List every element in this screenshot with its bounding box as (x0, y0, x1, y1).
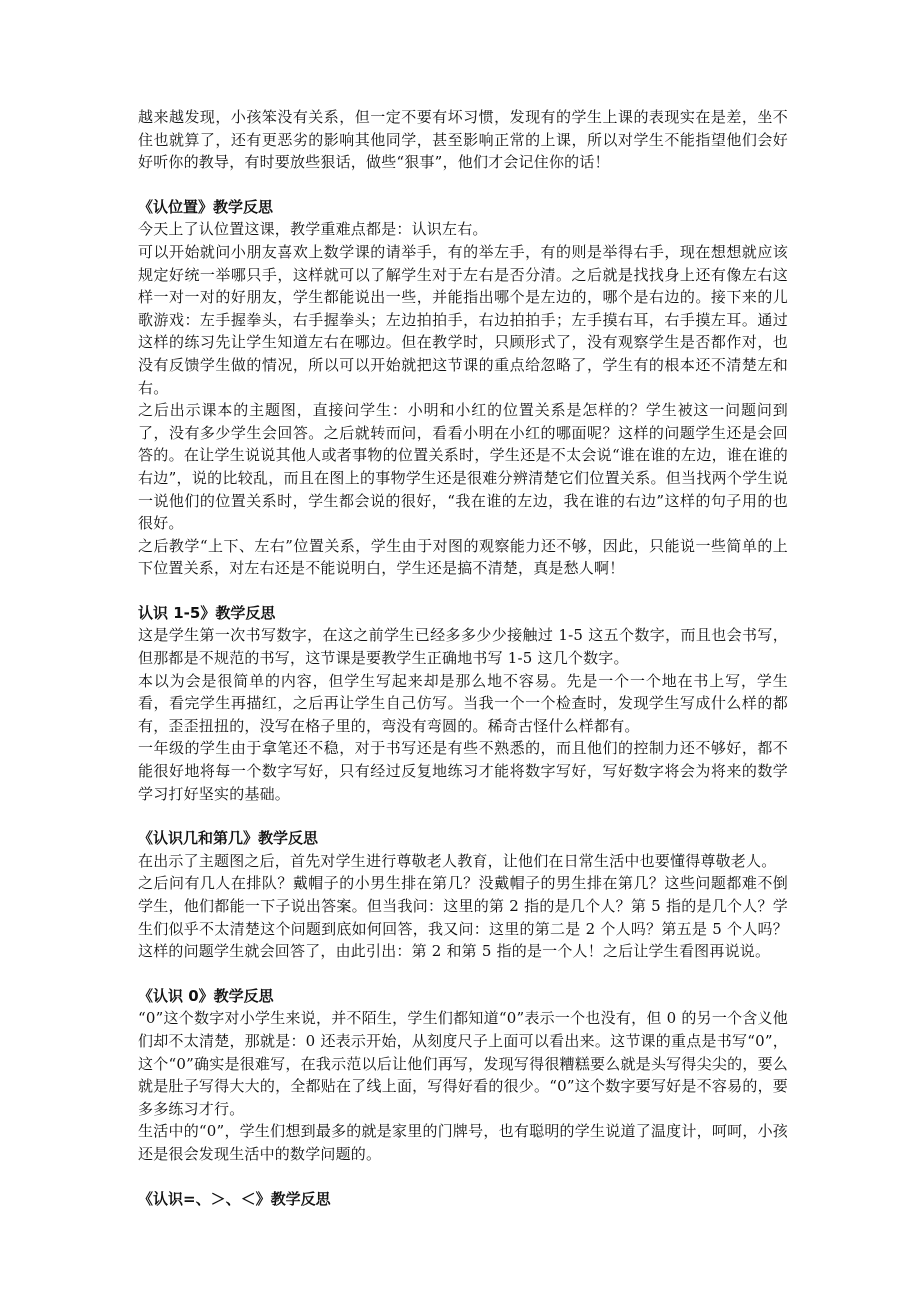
section-paragraph: 之后教学“上下、左右”位置关系，学生由于对图的观察能力还不够，因此，只能说一些简单的上下位置关系，对左右还是不能说明白，学生还是搞不清楚，真是愁人啊！ (138, 536, 788, 578)
section-paragraph: 之后问有几人在排队？戴帽子的小男生排在第几？没戴帽子的男生排在第几？这些问题都难不倒学生，他们都能一下子说出答案。但当我问：这里的第 2 指的是几个人？第 5 指的是几个人？学生们似乎不太清楚这个问题到底如何回答，我又问：这里的第二是 2 个人吗？第五是 5 个人吗？这样的问题学生就会回答了，由此引出：第 2 和第 5 指的是一个人！之后让学生看图再说说。 (138, 874, 788, 961)
section-paragraph: 可以开始就问小朋友喜欢上数学课的请举手，有的举左手，有的则是举得右手，现在想想就应该规定好统一举哪只手，这样就可以了解学生对于左右是否分清。之后就是找找身上还有像左右这样一对一对的好朋友，学生都能说出一些，并能指出哪个是左边的，哪个是右边的。接下来的儿歌游戏：左手握拳头，右手握拳头；左边拍拍手，右边拍拍手；左手摸右耳，右手摸左耳。通过这样的练习先让学生知道左右在哪边。但在教学时，只顾形式了，没有观察学生是否都作对，也没有反馈学生做的情况，所以可以开始就把这节课的重点给忽略了，学生有的根本还不清楚左和右。 (138, 242, 788, 397)
section-rengweizhi (138, 196, 788, 580)
section-paragraph: 本以为会是很简单的内容，但学生写起来却是那么地不容易。先是一个一个地在书上写，学生看，看完学生再描红，之后再让学生自己仿写。当我一个一个检查时，发现学生写成什么样的都有，歪歪扭扭的，没写在格子里的，弯没有弯圆的。稀奇古怪什么样都有。 (138, 671, 788, 735)
section-title: 《认位置》教学反思 (138, 197, 274, 216)
section-paragraph: 一年级的学生由于拿笔还不稳，对于书写还是有些不熟悉的，而且他们的控制力还不够好，都不能很好地将每一个数字写好，只有经过反复地练习才能将数字写好，写好数字将会为将来的数学学习打好坚实的基础。 (138, 739, 788, 803)
section-renshi-1-5 (138, 602, 788, 805)
section-paragraph: 生活中的“0”，学生们想到最多的就是家里的门牌号，也有聪明的学生说道了温度计，呵呵，小孩还是很会发现生活中的数学问题的。 (138, 1122, 788, 1163)
intro-paragraph: 越来越发现，小孩笨没有关系，但一定不要有坏习惯，发现有的学生上课的表现实在是差，坐不住也就算了，还有更恶劣的影响其他同学，甚至影响正常的上课，所以对学生不能指望他们会好好听你的教导，有时要放些狠话，做些“狠事”，他们才会记住你的话！ (138, 108, 788, 172)
section-renshi-jihedji (138, 827, 788, 963)
document-page (138, 106, 788, 1210)
section-paragraph: 今天上了认位置这课，教学重难点都是：认识左右。 (138, 220, 488, 239)
section-renshi-comparison (138, 1188, 788, 1211)
section-title: 《认识 0》教学反思 (138, 986, 274, 1005)
section-title: 认识 1-5》教学反思 (138, 603, 276, 622)
section-paragraph: 这是学生第一次书写数字，在这之前学生已经多多少少接触过 1-5 这五个数字，而且也会书写，但那都是不规范的书写，这节课是要教学生正确地书写 1-5 这几个数字。 (138, 626, 788, 668)
section-renshi-0 (138, 985, 788, 1166)
section-paragraph: 在出示了主题图之后，首先对学生进行尊敬老人教育，让他们在日常生活中也要懂得尊敬老人。 (138, 851, 777, 870)
section-paragraph: 之后出示课本的主题图，直接问学生：小明和小红的位置关系是怎样的？学生被这一问题问到了，没有多少学生会回答。之后就转而问，看看小明在小红的哪面呢？这样的问题学生还是会回答的。在让学生说说其他人或者事物的位置关系时，学生还是不太会说“谁在谁的左边，谁在谁的右边”，说的比较乱，而且在图上的事物学生还是很难分辨清楚它们位置关系。但当找两个学生说一说他们的位置关系时，学生都会说的很好，“我在谁的左边，我在谁的右边”这样的句子用的也很好。 (138, 401, 788, 533)
section-title: 《认识几和第几》教学反思 (138, 829, 319, 848)
section-paragraph: “0”这个数字对小学生来说，并不陌生，学生们都知道“0”表示一个也没有，但 0 的另一个含义他们却不太清楚，那就是：0 还表示开始，从刻度尺子上面可以看出来。这节课的重点是书写“0”，这个“0”确实是很难写，在我示范以后让他们再写，发现写得很糟糕要么就是头写得尖尖的，要么就是肚子写得大大的，全都贴在了线上面，写得好看的很少。“0”这个数字要写好是不容易的，要多多练习才行。 (138, 1009, 788, 1118)
section-title: 《认识=、＞、＜》教学反思 (138, 1189, 331, 1208)
